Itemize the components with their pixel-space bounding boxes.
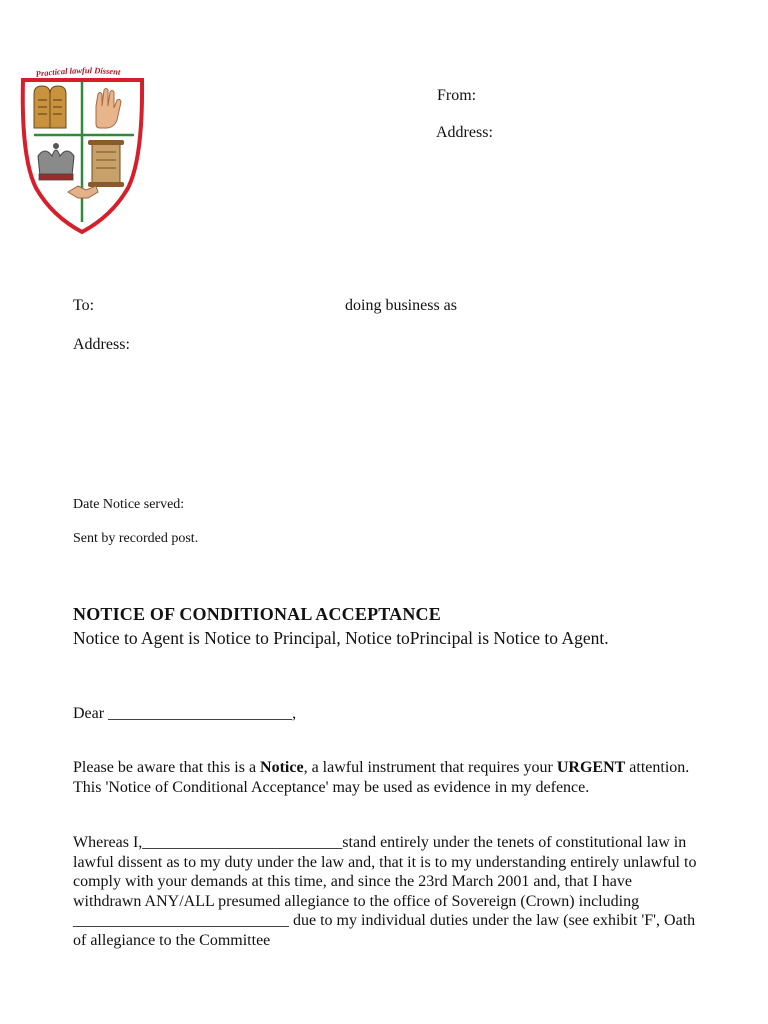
crest-banner-text: Practical lawful Dissent: [34, 66, 121, 79]
from-label: From:: [437, 87, 477, 104]
magna-carta-scroll-icon: [88, 140, 124, 187]
notice-title: NOTICE OF CONDITIONAL ACCEPTANCE: [73, 604, 441, 624]
notice-subtitle: Notice to Agent is Notice to Principal, Notice toPrincipal is Notice to Agent.: [73, 628, 609, 648]
sender-address-label: Address:: [436, 124, 493, 141]
sent-by-recorded-post: Sent by recorded post.: [73, 531, 199, 546]
salutation: Dear _______________________,: [73, 705, 297, 722]
para1-text-1: Please be aware that this is a: [73, 759, 261, 776]
paragraph-notice-warning: [73, 758, 698, 797]
to-label: To:: [73, 297, 95, 314]
doing-business-as-label: doing business as: [345, 297, 457, 314]
date-notice-served-label: Date Notice served:: [73, 497, 185, 512]
para1-text-2: , a lawful instrument that requires your: [303, 759, 557, 776]
paragraph-whereas: Whereas I,_________________________stand entirely under the tenets of constitutional law in lawful dissent as to my duty under the law and, that it is to my understanding entirely unlawful to comply with your demands at this time, and since the 23rd March 2001 and, that I have withdrawn ANY/ALL presumed allegiance to the office of Sovereign (Crown) including ___________________________ due to my individual duties under the law (see exhibit 'F', Oath of allegiance to the Committee: [73, 834, 697, 949]
para1-bold-urgent: URGENT: [556, 759, 626, 776]
para1-bold-notice: Notice: [260, 759, 304, 776]
practical-lawful-dissent-crest-logo: [0, 66, 170, 236]
para1-text-3: attention. This 'Notice of Conditional Acceptance' may be used as evidence in my defence.: [73, 759, 690, 796]
commandment-tablets-icon: [34, 86, 66, 128]
recipient-address-label: Address:: [73, 336, 130, 353]
